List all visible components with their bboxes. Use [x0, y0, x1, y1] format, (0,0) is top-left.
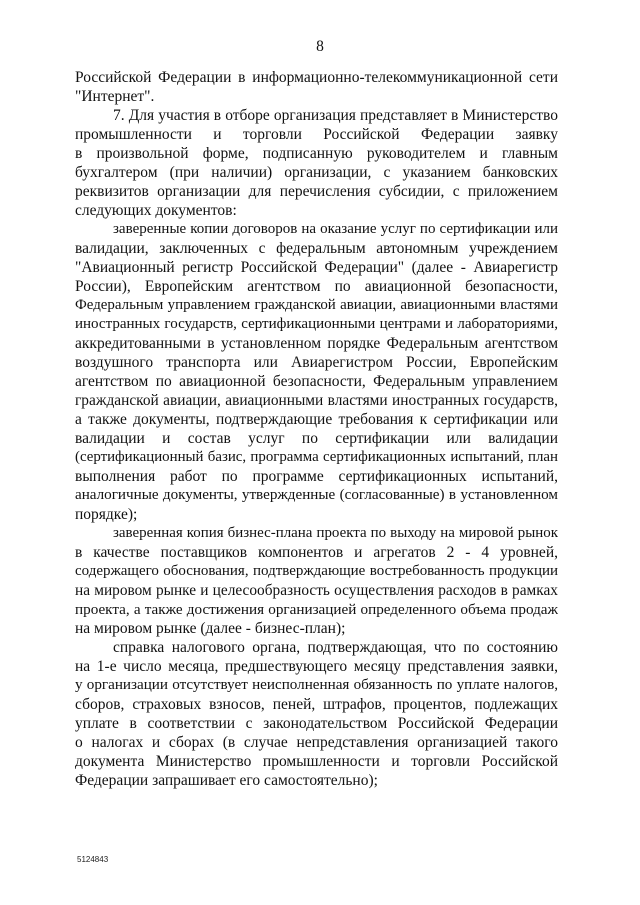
- text-line: проекта, а также достижения организацией определенного объема продаж: [75, 601, 558, 618]
- text-line: России), Европейским агентством по авиационной безопасности,: [75, 278, 558, 295]
- text-line: справка налогового органа, подтверждающая, что по состоянию: [113, 639, 558, 656]
- text-line: у организации отсутствует неисполненная обязанность по уплате налогов,: [75, 677, 558, 693]
- document-body: [75, 68, 558, 790]
- text-line: на 1-е число месяца, предшествующего месяцу представления заявки,: [75, 658, 558, 675]
- text-line: сборов, страховых взносов, пеней, штрафов, процентов, подлежащих: [75, 696, 558, 713]
- text-line: реквизитов организации для перечисления субсидии, с приложением: [75, 183, 558, 200]
- text-line: уплате в соответствии с законодательством Российской Федерации: [75, 715, 558, 732]
- text-line: на мировом рынке и целесообразность осуществления расходов в рамках: [75, 582, 558, 599]
- text-line: порядке);: [75, 506, 138, 523]
- document-code: 5124843: [77, 855, 109, 864]
- text-line: в качестве поставщиков компонентов и агрегатов 2 - 4 уровней,: [75, 544, 558, 561]
- text-line: промышленности и торговли Российской Федерации заявку: [75, 126, 558, 143]
- text-line: (сертификационный базис, программа сертификационных испытаний, план: [75, 449, 558, 465]
- text-line: документа Министерство промышленности и торговли Российской: [75, 753, 558, 770]
- page-number: 8: [316, 38, 324, 55]
- text-line: заверенная копия бизнес-плана проекта по выходу на мировой рынок: [113, 525, 558, 541]
- text-line: валидации, заключенных с федеральным автономным учреждением: [75, 240, 558, 257]
- text-line: агентством по авиационной безопасности, Федеральным управлением: [75, 373, 558, 390]
- text-line: Российской Федерации в информационно-телекоммуникационной сети: [75, 69, 558, 86]
- text-line: следующих документов:: [75, 202, 237, 219]
- text-line: бухгалтером (при наличии) организации, с указанием банковских: [75, 164, 558, 181]
- text-line: валидации и состав услуг по сертификации или валидации: [75, 430, 558, 447]
- text-line: Федеральным управлением гражданской авиации, авиационными властями: [75, 297, 558, 313]
- text-line: а также документы, подтверждающие требования к сертификации или: [75, 411, 558, 428]
- text-line: Федерации запрашивает его самостоятельно);: [75, 772, 378, 789]
- text-line: гражданской авиации, авиационными властями иностранных государств,: [75, 392, 558, 409]
- text-line: заверенные копии договоров на оказание услуг по сертификации или: [113, 221, 558, 237]
- text-line: аналогичные документы, утвержденные (согласованные) в установленном: [75, 487, 558, 503]
- text-line: выполнения работ по программе сертификационных испытаний,: [75, 468, 558, 485]
- text-line: о налогах и сборах (в случае непредставления организацией такого: [75, 734, 558, 751]
- text-line: аккредитованными в установленном порядке Федеральным агентством: [75, 335, 558, 352]
- text-line: воздушного транспорта или Авиарегистром России, Европейским: [75, 354, 558, 371]
- text-line: содержащего обоснования, подтверждающие востребованность продукции: [75, 563, 558, 579]
- text-line: в произвольной форме, подписанную руководителем и главным: [75, 145, 558, 162]
- text-line: "Авиационный регистр Российской Федерации" (далее - Авиарегистр: [75, 259, 558, 276]
- text-line: 7. Для участия в отборе организация представляет в Министерство: [113, 107, 558, 124]
- text-line: иностранных государств, сертификационными центрами и лабораториями,: [75, 316, 558, 332]
- text-line: на мировом рынке (далее - бизнес-план);: [75, 620, 346, 637]
- text-line: "Интернет".: [75, 88, 155, 105]
